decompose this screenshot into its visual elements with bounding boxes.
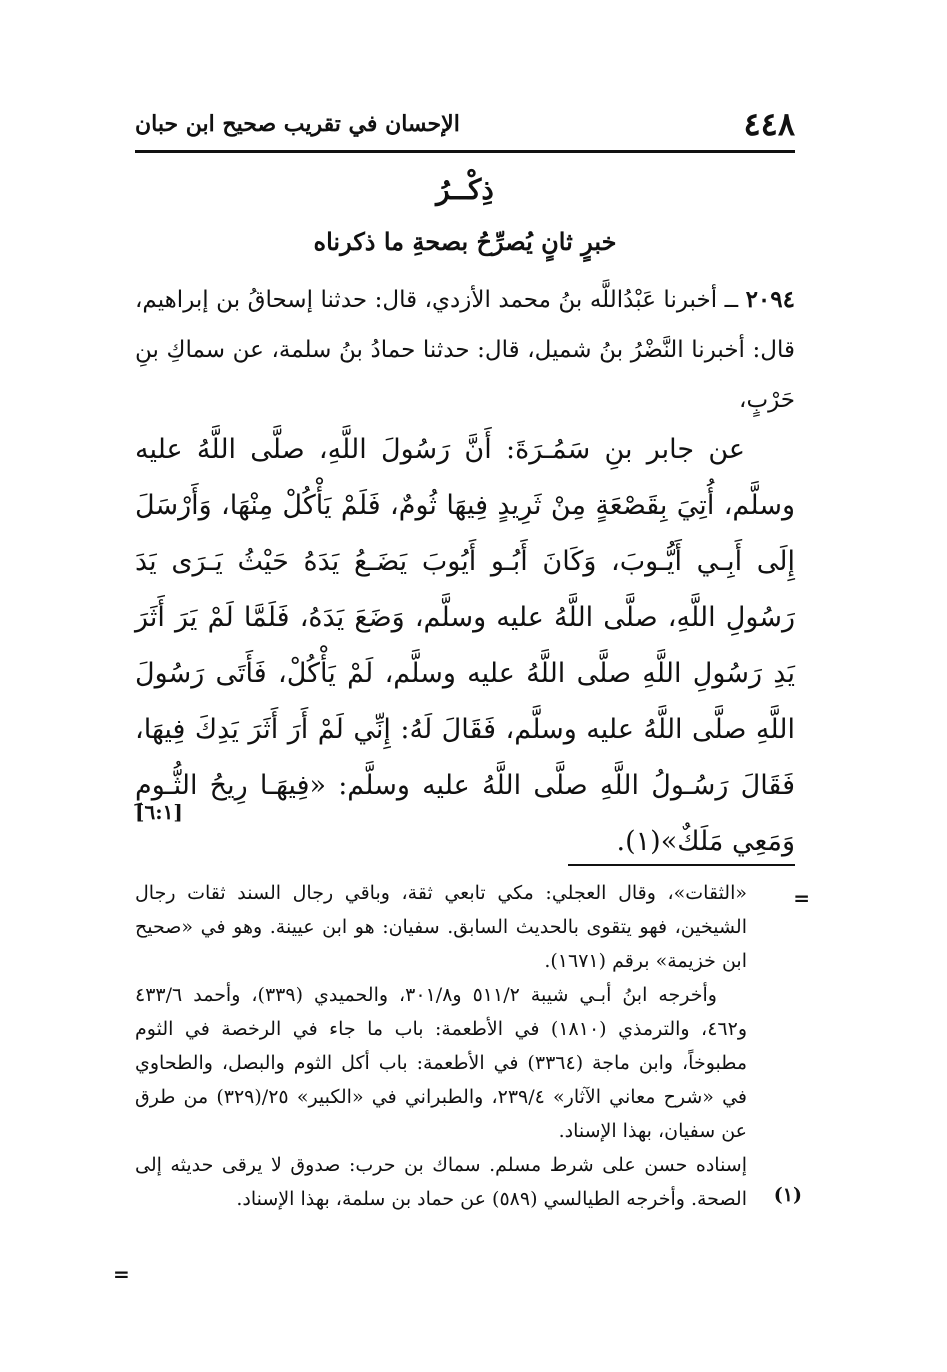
footnote-rule [568,864,795,866]
hadith-isnad [135,275,795,425]
footnote-marker: (١) [773,1184,802,1206]
section-heading: ذِكْــرُ [436,173,494,206]
page-number: ٤٤٨ [743,105,795,143]
hadith-matn [135,422,795,870]
section-subheading: خبرٍ ثانٍ يُصرِّحُ بصحةِ ما ذكرناه [313,227,617,256]
footnote-1: إسناده حسن على شرط مسلم. سماك بن حرب: صدوق لا يرقى حديثه إلى الصحة. وأخرجه الطيالسي (٥٨٩) عن حماد بن سلمة، بهذا الإسناد. [135,1154,747,1210]
continuation-mark: = [793,886,810,910]
footnotes [135,876,747,1216]
footnote-continued-text: «الثقات»، وقال العجلي: مكي تابعي ثقة، وباقي رجال السند ثقات رجال الشيخين، فهو يتقوى بالحديث السابق. سفيان: هو ابن عيينة. وهو في «صحيح ابن خزيمة» برقم (١٦٧١). [135,882,747,972]
hadith-number: ٢٠٩٤ [745,286,795,313]
isnad-text: ــ أخبرنا عَبْدُاللَّه بنُ محمد الأزدي، قال: حدثنا إسحاقُ بن إبراهيم، قال: أخبرنا النَّضْرُ بنُ شميل، قال: حدثنا حمادُ بنُ سلمة، عن سماكِ بنِ حَرْبٍ، [135,287,795,413]
running-title: الإحسان في تقريب صحيح ابن حبان [135,111,460,137]
footnote-takhrij: وأخرجه ابنُ أبـي شيبة ٥١١/٢ و٣٠١/٨، والحميدي (٣٣٩)، وأحمد ٤٣٣/٦ و٤٦٢، والترمذي (١٨١٠) في الأطعمة: باب ما جاء في الرخصة في الثوم مطبوخاً، وابن ماجة (٣٣٦٤) في الأطعمة: باب أكل الثوم والبصل، والطحاوي في «شرح معاني الآثار» ٢٣٩/٤، والطبراني في «الكبير» ٢٥/(٣٢٩) من طرق عن سفيان، بهذا الإسناد. [135,984,748,1142]
running-header [135,104,795,144]
footnote-end-mark: = [113,1262,130,1286]
cross-reference: [٦:١] [135,800,183,824]
matn-text: عن جابر بنِ سَمُـرَةَ: أَنَّ رَسُولَ اللَّهِ، صلَّى اللَّهُ عليه وسلَّم، أُتِيَ بِقَصْعَةٍ مِنْ ثَرِيدٍ فِيهَا ثُومٌ، فَلَمْ يَأْكُلْ مِنْهَا، وَأَرْسَلَ إِلَى أَبِـي أَيُّـوبَ، وَكَانَ أَبُـو أَيُوبَ يَضَـعُ يَدَهُ حَيْثُ يَـرَى يَدَ رَسُولِ اللَّهِ، صلَّى اللَّهُ عليه وسلَّم، وَضَعَ يَدَهُ، فَلَمَّا لَمْ يَرَ أَثَرَ يَدِ رَسُولِ اللَّهِ صلَّى اللَّهُ عليه وسلَّم، لَمْ يَأْكُلْ، فَأَتَى رَسُولَ اللَّهِ صلَّى اللَّهُ عليه وسلَّم، فَقَالَ لَهُ: إِنِّي لَمْ أَرَ أَثَرَ يَدِكَ فِيهَا، فَقَالَ رَسُـولُ اللَّهِ صلَّى اللَّهُ عليه وسلَّم: «فِيهَـا رِيحُ الثُّـومِ وَمَعِي مَلَكٌ»(١). [135,434,795,857]
header-rule [135,150,795,153]
